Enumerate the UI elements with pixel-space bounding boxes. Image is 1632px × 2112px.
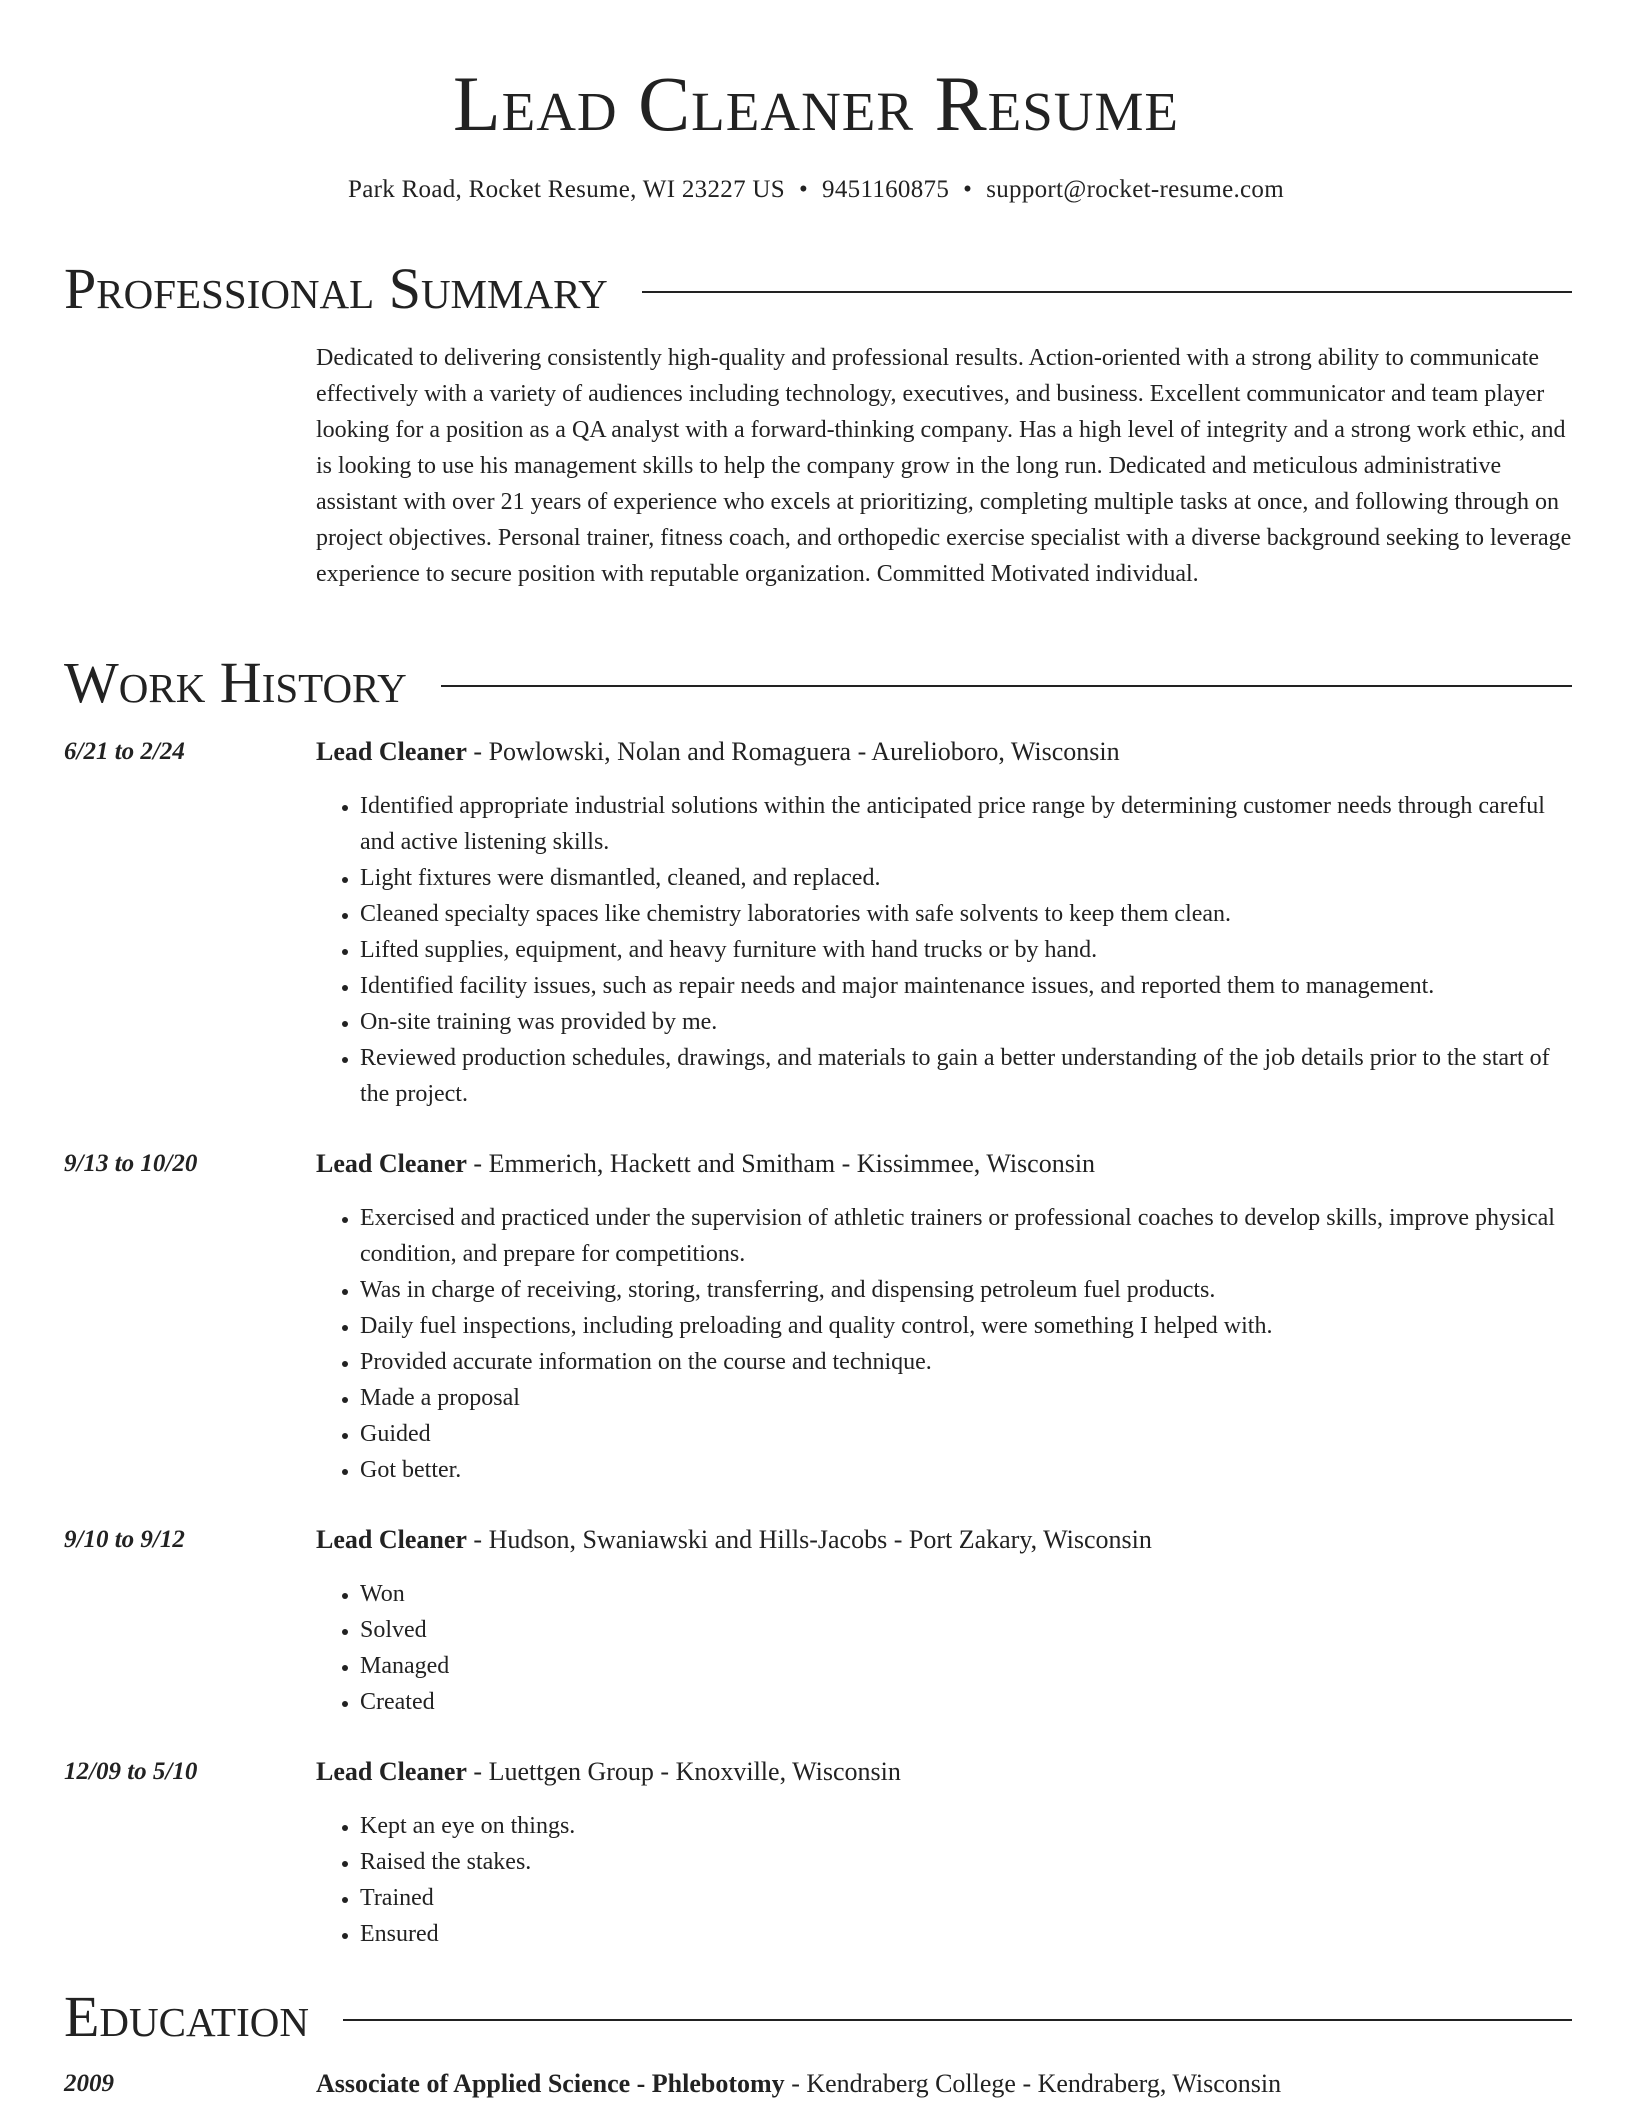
section-divider — [441, 685, 1572, 687]
summary-section-header — [64, 254, 1572, 324]
job-employer-location: - Luettgen Group - Knoxville, Wisconsin — [466, 1757, 901, 1786]
work-history-heading: Work History — [64, 650, 407, 715]
job-bullet: • Daily fuel inspections, including preloading and quality control, were something I helped with. — [360, 1308, 1578, 1344]
job-bullet: • Managed — [360, 1648, 1578, 1684]
job-dates: 9/10 to 9/12 — [64, 1526, 185, 1553]
job-bullet: • Was in charge of receiving, storing, transferring, and dispensing petroleum fuel products. — [360, 1272, 1578, 1308]
section-divider — [642, 291, 1572, 293]
job-bullet: • Made a proposal — [360, 1380, 1578, 1416]
job-bullet-list — [316, 1200, 1578, 1488]
job-bullet: • Kept an eye on things. — [360, 1808, 1578, 1844]
contact-separator: • — [798, 176, 809, 203]
job-bullet: • Ensured — [360, 1916, 1578, 1952]
job-heading — [316, 1522, 1152, 1558]
education-degree: Associate of Applied Science - Phlebotomy — [316, 2069, 785, 2098]
resume-title: Lead Cleaner Resume — [452, 60, 1180, 147]
summary-heading: Professional Summary — [64, 256, 608, 321]
job-heading — [316, 1754, 901, 1790]
job-bullet: • Light fixtures were dismantled, cleaned, and replaced. — [360, 860, 1578, 896]
job-bullet: • Won — [360, 1576, 1578, 1612]
job-dates: 6/21 to 2/24 — [64, 738, 185, 765]
education-heading: Education — [64, 1984, 309, 2049]
contact-line — [0, 174, 1632, 206]
job-bullet: • Solved — [360, 1612, 1578, 1648]
job-role: Lead Cleaner — [316, 1525, 467, 1554]
job-bullet: • Cleaned specialty spaces like chemistry laboratories with safe solvents to keep them clean. — [360, 896, 1578, 932]
education-heading-line — [316, 2066, 1281, 2102]
job-employer-location: - Hudson, Swaniawski and Hills-Jacobs - Port Zakary, Wisconsin — [466, 1525, 1152, 1554]
contact-email[interactable]: support@rocket-resume.com — [986, 176, 1284, 203]
job-role: Lead Cleaner — [316, 1757, 467, 1786]
education-section-header — [64, 1982, 1572, 2052]
job-bullet: • Reviewed production schedules, drawings, and materials to gain a better understanding of the job details prior to the start of the project. — [360, 1040, 1578, 1112]
job-bullet: • Raised the stakes. — [360, 1844, 1578, 1880]
job-bullet-list — [316, 788, 1578, 1112]
job-employer-location: - Powlowski, Nolan and Romaguera - Aurelioboro, Wisconsin — [466, 737, 1120, 766]
education-year: 2009 — [64, 2070, 114, 2097]
job-employer-location: - Emmerich, Hackett and Smitham - Kissimmee, Wisconsin — [466, 1149, 1096, 1178]
job-bullet: • Lifted supplies, equipment, and heavy furniture with hand trucks or by hand. — [360, 932, 1578, 968]
job-role: Lead Cleaner — [316, 1149, 467, 1178]
job-dates: 12/09 to 5/10 — [64, 1758, 198, 1785]
job-role: Lead Cleaner — [316, 737, 467, 766]
job-heading — [316, 734, 1120, 770]
job-bullet-list — [316, 1576, 1578, 1720]
job-bullet: • Got better. — [360, 1452, 1578, 1488]
job-bullet: • Provided accurate information on the course and technique. — [360, 1344, 1578, 1380]
job-heading — [316, 1146, 1095, 1182]
work-history-section-header — [64, 648, 1572, 718]
summary-text: Dedicated to delivering consistently high-quality and professional results. Action-oriented with a strong ability to communicate effectively with a variety of audiences including technology, executives, and business. Excellent communicator and team player looking for a position as a QA analyst with a forward-thinking company. Has a high level of integrity and a strong work ethic, and is looking to use his management skills to help the company grow in the long run. Dedicated and meticulous administrative assistant with over 21 years of experience who excels at prioritizing, completing multiple tasks at once, and following through on project objectives. Personal trainer, fitness coach, and orthopedic exercise specialist with a diverse background seeking to leverage experience to secure position with reputable organization. Committed Motivated individual. — [316, 345, 1572, 587]
contact-address: Park Road, Rocket Resume, WI 23227 US — [348, 176, 785, 203]
job-bullet: • On-site training was provided by me. — [360, 1004, 1578, 1040]
section-divider — [343, 2019, 1572, 2021]
job-bullet: • Exercised and practiced under the supervision of athletic trainers or professional coaches to develop skills, improve physical condition, and prepare for competitions. — [360, 1200, 1578, 1272]
job-dates: 9/13 to 10/20 — [64, 1150, 198, 1177]
contact-phone[interactable]: 9451160875 — [822, 176, 950, 203]
job-bullet-list — [316, 1808, 1578, 1952]
job-bullet: • Identified facility issues, such as repair needs and major maintenance issues, and reported them to management. — [360, 968, 1578, 1004]
contact-separator: • — [963, 176, 973, 203]
job-bullet: • Identified appropriate industrial solutions within the anticipated price range by determining customer needs through careful and active listening skills. — [360, 788, 1578, 860]
job-bullet: • Trained — [360, 1880, 1578, 1916]
education-school-location: - Kendraberg College - Kendraberg, Wisconsin — [784, 2069, 1282, 2098]
job-bullet: • Created — [360, 1684, 1578, 1720]
job-bullet: • Guided — [360, 1416, 1578, 1452]
